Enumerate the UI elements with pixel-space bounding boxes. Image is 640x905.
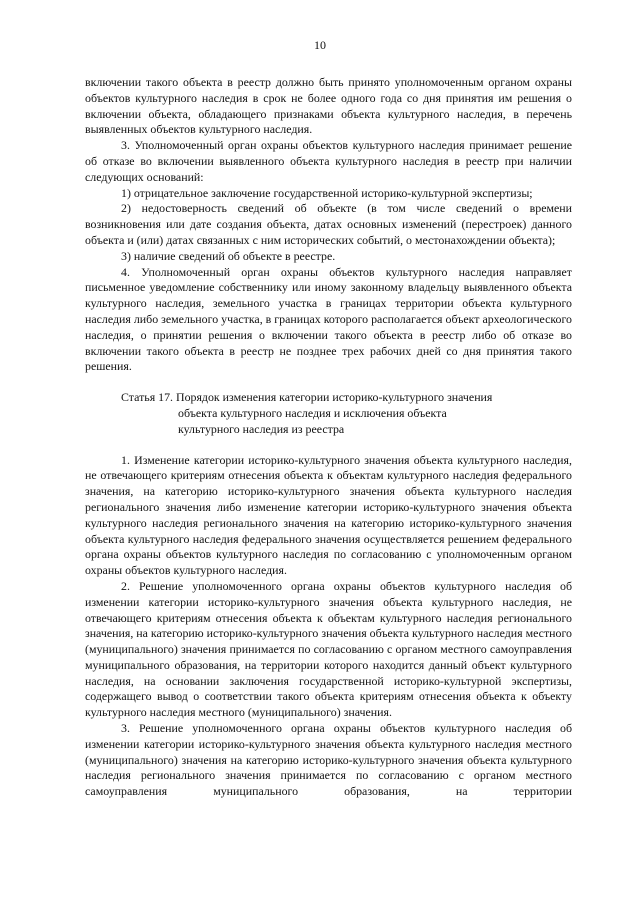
paragraph: 2. Решение уполномоченного органа охраны объектов культурного наследия об изменении категории историко-культурного значения объекта культурного наследия, не отвечающего критериям отнесения объекта к объектам культурного наследия регионального значения, на категорию историко-культурного значения объекта культурного наследия местного (муниципального) значения принимается по согласованию с органом местного самоуправления муниципального образования, на территории которого находится данный объект культурного наследия, на основании заключения государственной историко-культурной экспертизы, содержащего вывод о соответствии такого объекта критериям отнесения объекта к объекту культурного наследия местного (муниципального) значения. <box>85 578 572 720</box>
article-16-continuation <box>85 75 572 375</box>
article-heading-line-1: Статья 17. Порядок изменения категории историко-культурного значения <box>121 390 493 405</box>
paragraph: 1) отрицательное заключение государственной историко-культурной экспертизы; <box>121 185 533 200</box>
paragraph: 3) наличие сведений об объекте в реестре. <box>121 248 336 263</box>
document-body <box>85 75 572 800</box>
page-number: 10 <box>314 38 326 52</box>
paragraph: включении такого объекта в реестр должно быть принято уполномоченным органом охраны объектов культурного наследия в срок не более одного года со дня принятия им решения о включении объекта, обладающего признаками объекта культурного наследия, в перечень выявленных объектов культурного наследия. <box>85 75 572 137</box>
paragraph: 3. Решение уполномоченного органа охраны объектов культурного наследия об изменении категории историко-культурного значения объекта культурного наследия местного (муниципального) значения на категорию историко-культурного значения объекта культурного наследия регионального значения принимается по согласованию с органом местного самоуправления муниципального образования, на территории <box>85 721 572 799</box>
article-heading-line-3: культурного наследия из реестра <box>178 421 345 436</box>
article-17-body <box>85 453 572 801</box>
paragraph: 2) недостоверность сведений об объекте (в том числе сведений о времени возникновения или дате создания объекта, датах основных изменений (перестроек) данного объекта и (или) датах связанных с ним исторических событий, о местонахождении объекта); <box>85 201 572 247</box>
article-heading-line-2: объекта культурного наследия и исключения объекта <box>178 405 447 420</box>
paragraph: 3. Уполномоченный орган охраны объектов культурного наследия принимает решение об отказе во включении выявленного объекта культурного наследия в реестр при наличии следующих оснований: <box>85 138 572 184</box>
paragraph: 4. Уполномоченный орган охраны объектов культурного наследия направляет письменное уведомление собственнику или иному законному владельцу выявленного объекта культурного наследия, земельного участка в границах территории объекта культурного наследия либо земельного участка, в границах которого располагается объект археологического наследия, о принятии решения о включении такого объекта в реестр либо об отказе во включении такого объекта в реестр не позднее трех рабочих дней со дня принятия такого решения. <box>85 264 572 374</box>
article-17-heading <box>85 390 572 437</box>
paragraph: 1. Изменение категории историко-культурного значения объекта культурного наследия, не отвечающего критериям отнесения объекта к объектам культурного наследия федерального значения, на категорию историко-культурного значения объекта культурного наследия регионального значения либо изменение категории историко-культурного значения объекта культурного наследия регионального значения на категорию историко-культурного значения объекта культурного наследия федерального значения осуществляется решением федерального органа охраны объектов культурного наследия по согласованию с уполномоченным органом охраны объектов культурного наследия. <box>85 452 572 578</box>
